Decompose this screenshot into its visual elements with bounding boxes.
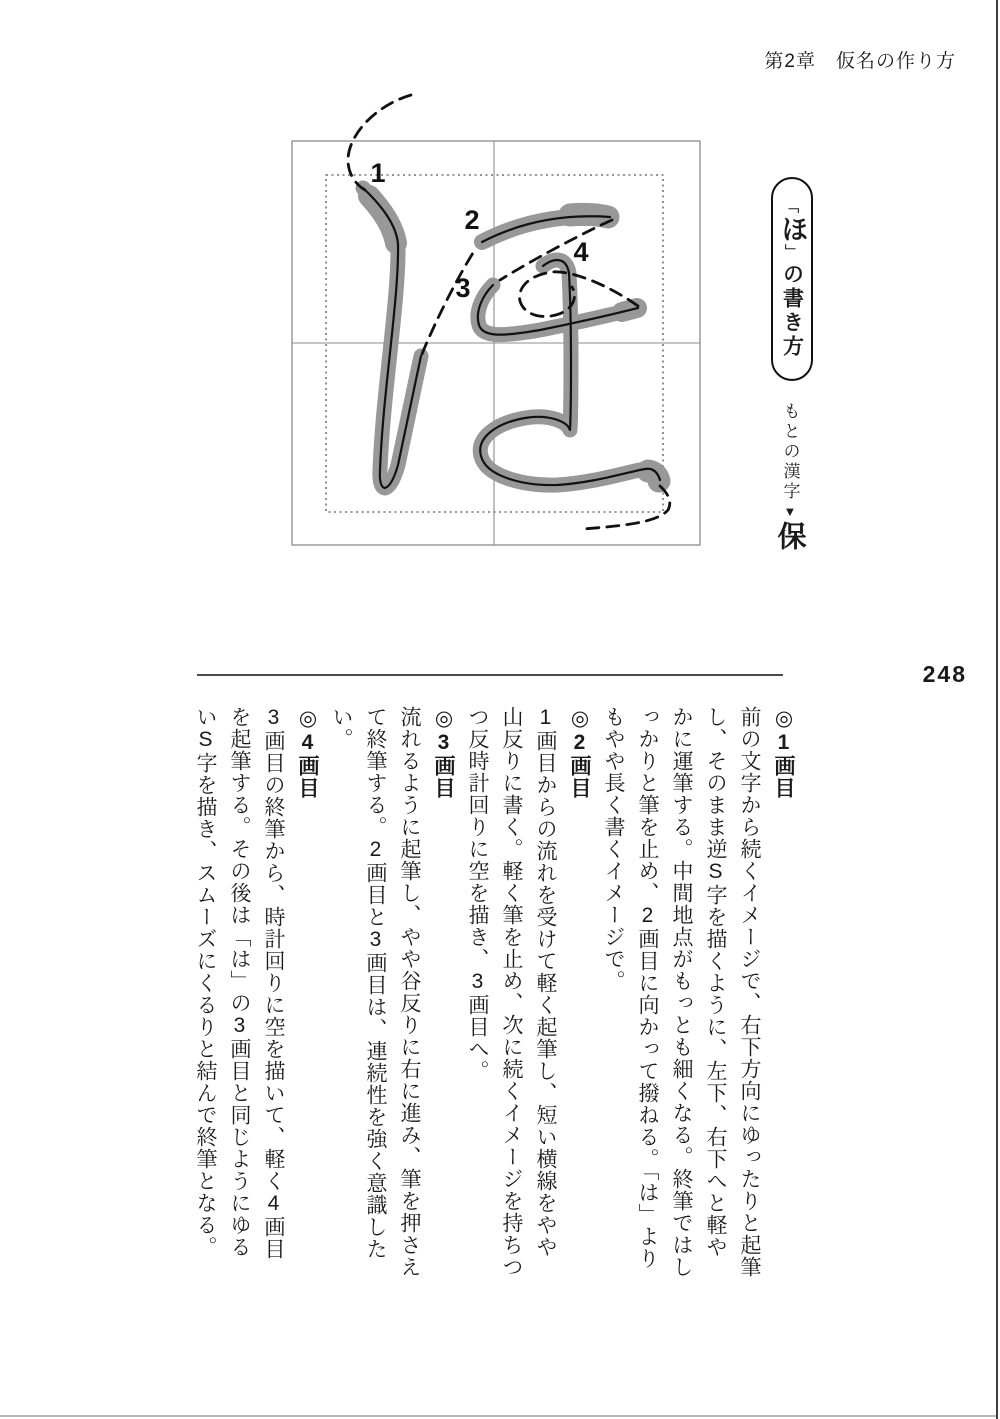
kana-gray-strokes <box>363 188 660 488</box>
instruction-section <box>460 706 596 1278</box>
double-circle-icon: ◎ <box>772 706 795 731</box>
section-body: 1画目からの流れを受けて軽く起筆し、短い横線をやや山反りに書く。軽く筆を止め、次に続くイメージを持ちつつ反時計回りに空を描き、3画目へ。 <box>466 706 557 1278</box>
text-divider-rule <box>197 674 783 676</box>
section-body: 3画目の終筆から、時計回りに空を描いて、軽く4画目を起筆する。その後は「は」の3画目と同じようにゆるいS字を描き、スムーズにくるりと結んで終筆となる。 <box>194 706 285 1260</box>
stroke-number-4: 4 <box>573 237 589 267</box>
double-circle-icon: ◎ <box>432 706 455 731</box>
down-triangle-icon: ▼ <box>782 504 798 519</box>
page-title <box>771 177 813 381</box>
stroke-1-gray-taper <box>369 196 396 243</box>
origin-kanji: 保 <box>773 521 806 550</box>
section-heading: ◎2画目 <box>568 706 591 799</box>
title-kana: ほ <box>777 215 808 242</box>
stroke-4-centerline <box>480 260 660 485</box>
instruction-section <box>324 706 460 1278</box>
title-close-bracket: 」 <box>784 244 800 258</box>
section-heading: ◎3画目 <box>432 706 455 799</box>
title-open-bracket: 「 <box>784 199 800 213</box>
stroke-number-3: 3 <box>455 273 471 303</box>
chapter-header: 第2章 仮名の作り方 <box>764 51 956 72</box>
origin-label: もとの漢字 <box>780 402 800 502</box>
double-circle-icon: ◎ <box>296 706 319 731</box>
stroke-diagram <box>270 80 720 560</box>
origin-kanji-note <box>774 402 804 550</box>
stroke-number-2: 2 <box>464 205 480 235</box>
page-number: 248 <box>922 661 967 687</box>
double-circle-icon: ◎ <box>568 706 591 731</box>
page-edge-right <box>996 0 998 1419</box>
section-body: 流れるように起筆し、やや谷反りに右に進み、筆を押さえて終筆する。2画目と3画目は、連続性を強く意識したい。 <box>330 706 421 1278</box>
stroke-instructions <box>188 706 800 1278</box>
instruction-section <box>188 706 324 1278</box>
page-edge-bottom <box>0 1415 996 1417</box>
exit-guide <box>583 486 670 529</box>
instruction-section <box>596 706 800 1278</box>
section-heading: ◎1画目 <box>772 706 795 799</box>
stroke-number-1: 1 <box>370 158 386 188</box>
section-heading: ◎4画目 <box>296 706 319 799</box>
section-body: 前の文字から続くイメージで、右下方向にゆったりと起筆し、そのまま逆S字を描くように、左下、右下へと軽やかに運筆する。中間地点がもっとも細くなる。終筆ではしっかりと筆を止め、2画目に向かって撥ねる。「は」よりもやや長く書くイメージで。 <box>602 706 761 1278</box>
title-suffix: の書き方 <box>780 263 804 359</box>
